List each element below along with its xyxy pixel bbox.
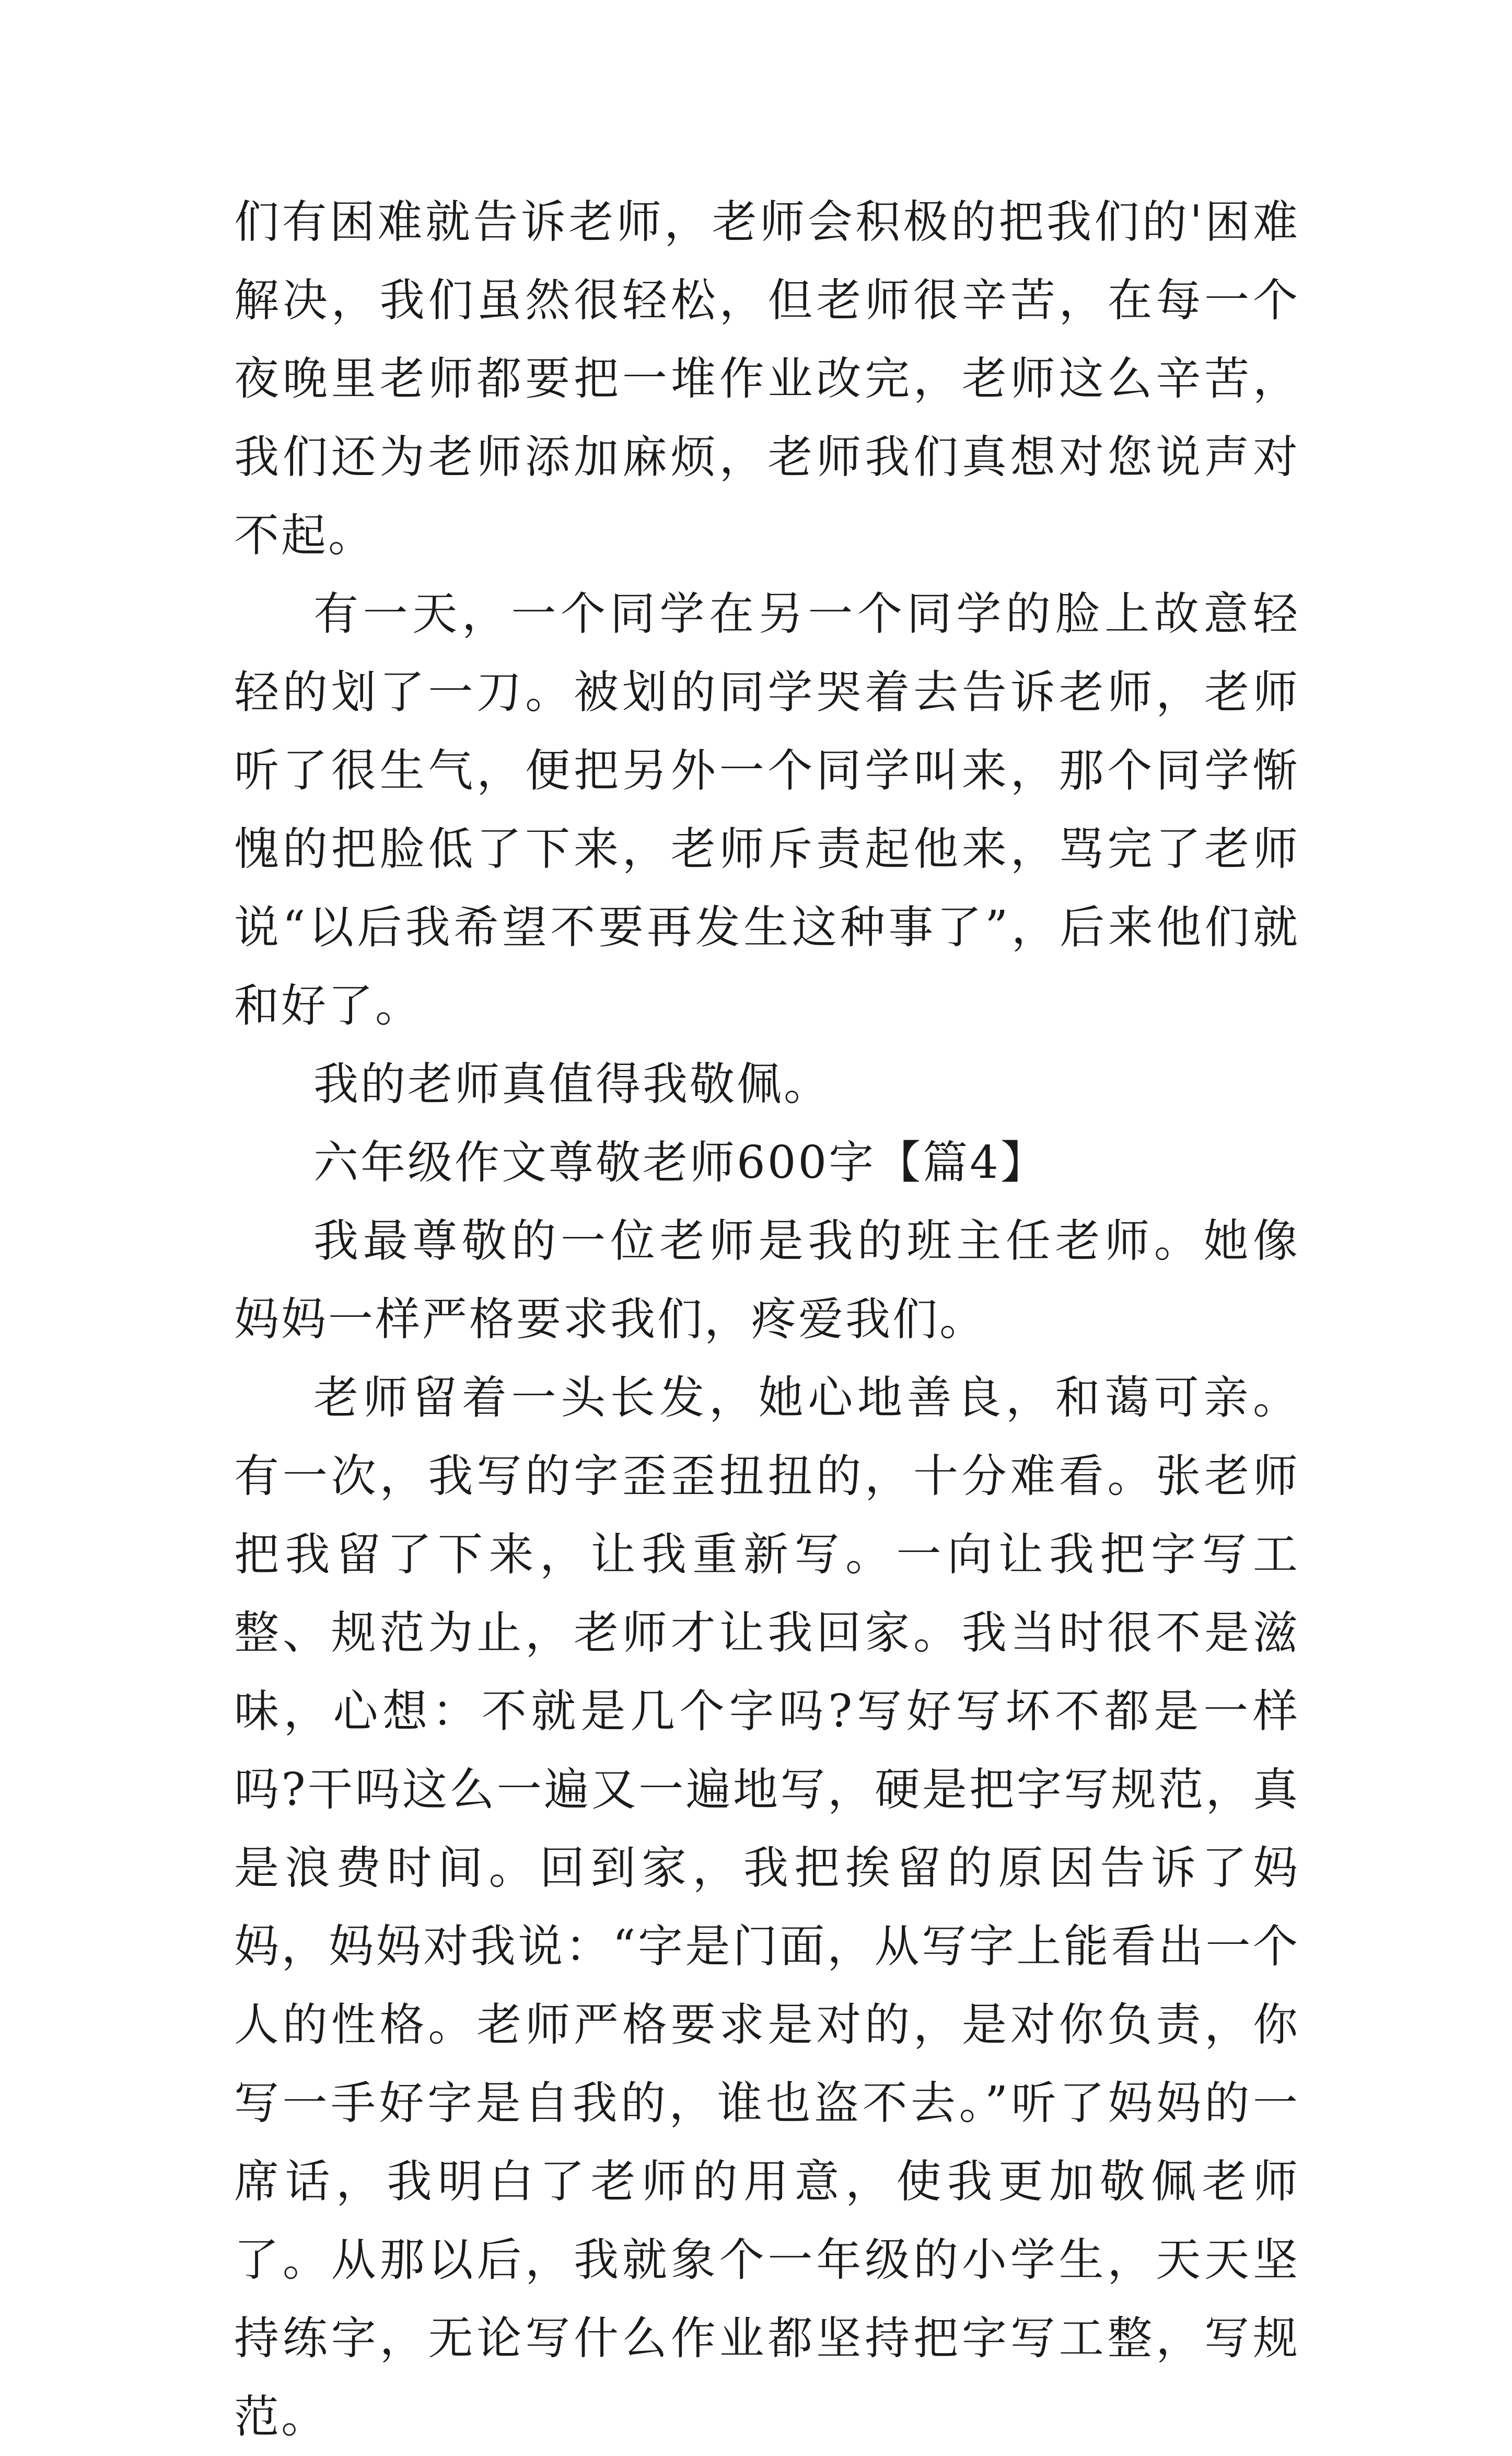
document-body: [234, 183, 1300, 2456]
paragraph-4: 我最尊敬的一位老师是我的班主任老师。她像妈妈一样严格要求我们，疼爱我们。: [234, 1215, 1300, 1346]
paragraph-2: 有一天，一个同学在另一个同学的脸上故意轻轻的划了一刀。被划的同学哭着去告诉老师，老师听了很生气，便把另外一个同学叫来，那个同学惭愧的把脸低了下来，老师斥责起他来，骂完了老师说“以后我希望不要再发生这种事了”，后来他们就和好了。: [234, 588, 1300, 1032]
paragraph-3: 我的老师真值得我敬佩。: [313, 1058, 831, 1110]
section-heading: 六年级作文尊敬老师600字【篇4】: [313, 1137, 1048, 1189]
paragraph-1: 们有困难就告诉老师，老师会积极的把我们的'困难解决，我们虽然很轻松，但老师很辛苦，在每一个夜晚里老师都要把一堆作业改完，老师这么辛苦，我们还为老师添加麻烦，老师我们真想对您说声对不起。: [234, 196, 1300, 562]
paragraph-5: 老师留着一头长发，她心地善良，和蔼可亲。有一次，我写的字歪歪扭扭的，十分难看。张老师把我留了下来，让我重新写。一向让我把字写工整、规范为止，老师才让我回家。我当时很不是滋味，心想：不就是几个字吗?写好写坏不都是一样吗?干吗这么一遍又一遍地写，硬是把字写规范，真是浪费时间。回到家，我把挨留的原因告诉了妈妈，妈妈对我说：“字是门面，从写字上能看出一个人的性格。老师严格要求是对的，是对你负责，你写一手好字是自我的，谁也盗不去。”听了妈妈的一席话，我明白了老师的用意，使我更加敬佩老师了。从那以后，我就象个一年级的小学生，天天坚持练字，无论写什么作业都坚持把字写工整，写规范。: [234, 1372, 1300, 2443]
